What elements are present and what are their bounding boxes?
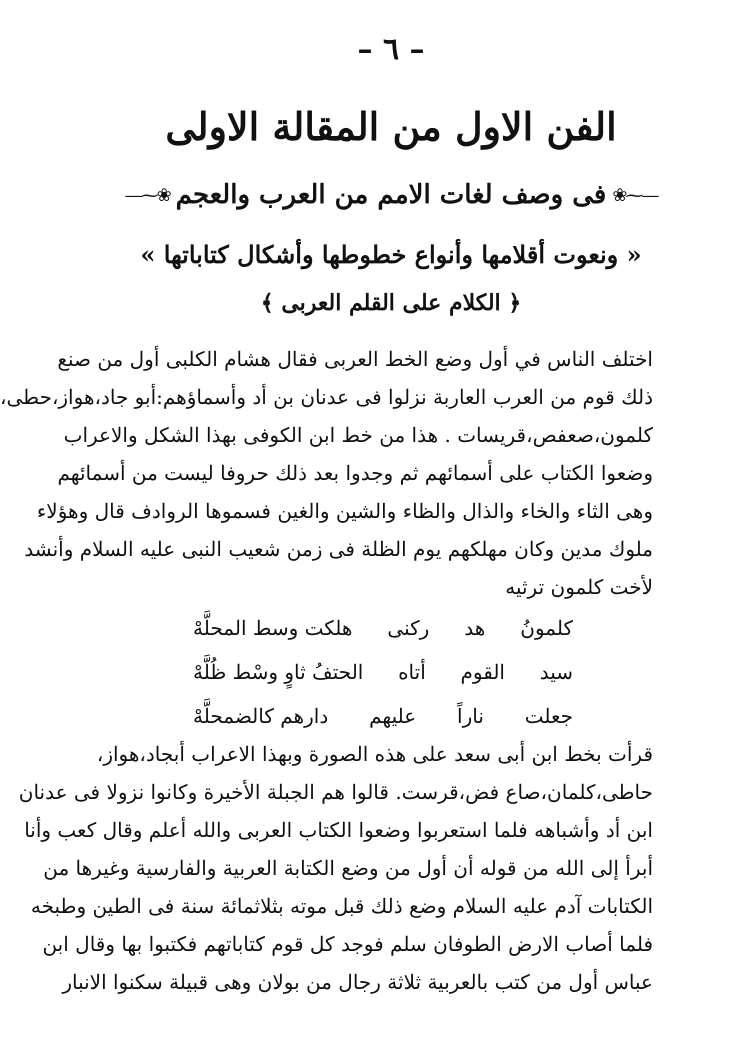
paragraph-1 (0, 340, 653, 606)
text-line: كلمون،صعفص،قريسات . هذا من خط ابن الكوفى بهذا الشكل والاعراب (63, 423, 653, 447)
poem-verse (193, 650, 573, 694)
verse-word: دارهم كالضمحلَّهْ (193, 704, 329, 728)
verse-word: ركنى (387, 616, 430, 640)
flourish-ornament-icon: —⁓❀ (612, 184, 658, 206)
text-line: وهى الثاء والخاء والذال والظاء والشين والغين فسموها الروادف قال وهؤلاء (36, 499, 653, 523)
text-line: ابن أد وأشباهه فلما استعربوا وضعوا الكتاب العربى والله أعلم وقال كعب وأنا (24, 818, 653, 842)
text-line: لأخت كلمون ترثيه (505, 575, 653, 599)
verse-word: جعلت (524, 704, 573, 728)
page-number: – ٦ – (357, 32, 425, 67)
verse-word: هلكت وسط المحلَّهْ (193, 616, 353, 640)
poem-verse (193, 606, 573, 650)
text-line: أبرأ إلى الله من قوله أن أول من وضع الكتابة العربية والفارسية وغيرها من (43, 856, 653, 880)
verse-word: عليهم (369, 704, 417, 728)
flourish-ornament-icon: ❀⁓— (124, 184, 170, 206)
chapter-title: الفن الاول من المقالة الاولى (165, 104, 617, 149)
verse-word: سيد (539, 660, 573, 684)
subtitle-continuation: « ونعوت أقلامها وأنواع خطوطها وأشكال كتاباتها » (140, 240, 642, 269)
poem-verse (193, 694, 573, 738)
section-heading: ﴿ الكلام على القلم العربى ﴾ (260, 290, 522, 316)
verse-word: الحتفُ ثاوٍ وسْط ظُلَّهْ (193, 660, 364, 684)
paragraph-2 (18, 735, 653, 1001)
poem (193, 606, 573, 738)
verse-word: كلمونُ (520, 616, 573, 640)
verse-word: هد (464, 616, 486, 640)
text-line: اختلف الناس في أول وضع الخط العربى فقال هشام الكلبى أول من صنع (57, 347, 653, 371)
subtitle: فى وصف لغات الامم من العرب والعجم (175, 180, 607, 210)
text-line: حاطى،كلمان،صاع فض،قرست. قالوا هم الجبلة الأخيرة وكانوا نزولا فى عدنان (18, 780, 653, 804)
text-line: عباس أول من كتب بالعربية ثلاثة رجال من بولان وهى قبيلة سكنوا الانبار (62, 970, 653, 994)
text-line: ملوك مدين وكان مهلكهم يوم الظلة فى زمن شعيب النبى عليه السلام وأنشد (24, 537, 653, 561)
text-line: قرأت بخط ابن أبى سعد على هذه الصورة وبهذا الاعراب أبجاد،هواز، (96, 742, 653, 766)
verse-word: ناراً (457, 704, 484, 728)
text-line: فلما أصاب الارض الطوفان سلم فوجد كل قوم كتاباتهم فكتبوا بها وقال ابن (42, 932, 653, 956)
subtitle-row (43, 180, 739, 210)
verse-word: القوم (460, 660, 505, 684)
text-line: الكتابات آدم عليه السلام وضع ذلك قبل موته بثلاثمائة سنة فى الطين وطبخه (30, 894, 653, 918)
text-line: ذلك قوم من العرب العاربة نزلوا فى عدنان بن أد وأسماؤهم:أبو جاد،هواز،حطى، (0, 385, 653, 409)
text-line: وضعوا الكتاب على أسمائهم ثم وجدوا بعد ذلك حروفا ليست من أسمائهم (57, 461, 653, 485)
verse-word: أتاه (398, 660, 426, 684)
